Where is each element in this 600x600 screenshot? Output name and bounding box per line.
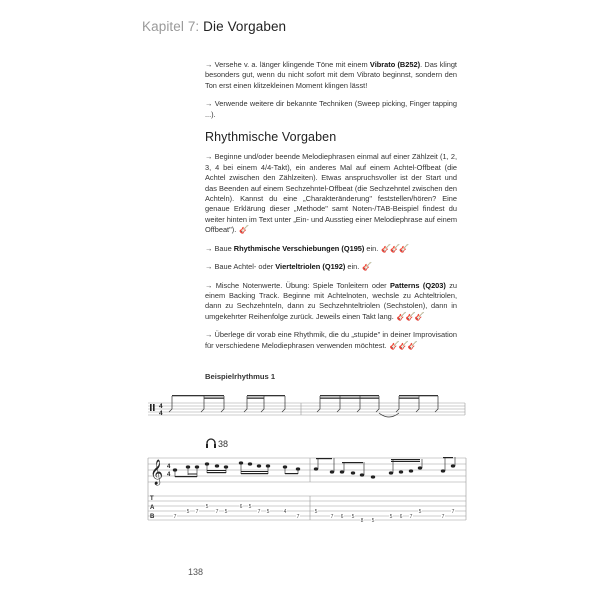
tab-fret-number: 8 [360, 517, 364, 524]
difficulty-guitar-icon: 🎸🎸🎸 [381, 243, 409, 253]
tab-fret-number: 5 [186, 508, 190, 515]
tab-fret-number: 7 [409, 513, 413, 520]
difficulty-guitar-icon: 🎸🎸🎸 [389, 340, 417, 350]
audio-track-number: 38 [218, 439, 229, 449]
paragraph-triolen: → Baue Achtel- oder Vierteltriolen (Q192) ein. 🎸 [205, 262, 372, 272]
tab-fret-number: 5 [205, 503, 209, 510]
tab-label-t: T [150, 496, 154, 502]
tab-fret-number: 6 [340, 513, 344, 520]
paragraph-vibrato: → Versehe v. a. länger klingende Töne mit einem Vibrato (B252). Das klingt besonders gut, wenn du nicht sofort mit dem Vibrato beginnst, sondern den Ton erst einen klitzekleinen Moment klingen lässt! [205, 60, 457, 90]
paragraph-techniques: → Verwende weitere dir bekannte Techniken (Sweep picking, Finger tapping ...). [205, 99, 457, 119]
paragraph-offbeat: → Beginne und/oder beende Melodiephrasen einmal auf einer Zählzeit (1, 2, 3, 4 bei einem 4/4-Takt), ein anderes Mal auf einem Achtel-Offbeat (die Achtel zwischen den Zählzeiten). Etwas anspruchsvoller ist der Start und das Beenden auf einem Sechzehntel-Offbeat (die Sechzehntel zwischen den Achteln). Kannst du eine „Charakteränderung" feststellen/hören? Eine genaue Erklärung dieser „Methode" samt Noten-/TAB-Beispiel findest du weiter hinten im Text unter „Ein- und Ausstieg einer Melodiephrase auf einem Offbeat"). 🎸 [205, 152, 457, 235]
svg-text:4: 4 [159, 410, 163, 417]
tab-fret-number: 7 [257, 508, 261, 515]
tab-label-a: A [150, 505, 155, 511]
tab-fret-number: 7 [195, 508, 199, 515]
tab-fret-number: 4 [283, 508, 287, 515]
term-triolen: Vierteltriolen (Q192) [275, 262, 346, 272]
tab-fret-number: 6 [239, 503, 243, 510]
tab-fret-number: 5 [418, 508, 422, 515]
paragraph-notenwerte: → Mische Notenwerte. Übung: Spiele Tonleitern oder Patterns (Q203) zu einem Backing Track. Beginne mit Achtelnoten, wechsle zu Achteltriolen, dann zu Sechzehnteln, dann zu Sechzehnteltriolen (Sechstolen), dann in umgekehrter Reihenfolge zurück. Jeweils einen Takt lang. 🎸🎸🎸 [205, 280, 457, 321]
tab-fret-number: 5 [224, 508, 228, 515]
svg-text:4: 4 [167, 464, 171, 470]
paragraph-verschiebungen: → Baue Rhythmische Verschiebungen (Q195) ein. 🎸🎸🎸 [205, 243, 409, 253]
tab-fret-number: 5 [371, 517, 375, 524]
page-number: 138 [188, 567, 204, 577]
tab-fret-number: 7 [451, 508, 455, 515]
treble-clef-icon: 𝄞 [150, 459, 164, 484]
tab-fret-number: 5 [248, 503, 252, 510]
tab-fret-number: 5 [389, 513, 393, 520]
svg-text:4: 4 [167, 472, 171, 478]
term-vibrato: Vibrato (B252) [369, 60, 421, 69]
example-title: Beispielrhythmus 1 [205, 372, 276, 381]
section-heading: Rhythmische Vorgaben [205, 130, 337, 145]
tab-fret-number: 7 [215, 508, 219, 515]
paragraph-rhythmik: → Überlege dir vorab eine Rhythmik, die du „stupide" in deiner Improvisation für verschiedene Melodiephrasen verwenden möchtest. 🎸🎸🎸 [205, 330, 457, 350]
term-verschiebungen: Rhythmische Verschiebungen (Q195) [233, 243, 365, 253]
time-signature: 4 [159, 403, 163, 410]
difficulty-guitar-icon: 🎸🎸🎸 [396, 311, 424, 321]
tab-fret-number: 7 [441, 513, 445, 520]
tab-fret-number: 7 [330, 513, 334, 520]
difficulty-guitar-icon: 🎸 [239, 225, 249, 235]
tab-fret-number: 7 [296, 513, 300, 520]
tab-label-b: B [150, 514, 155, 520]
tab-fret-number: 7 [173, 513, 177, 520]
tab-fret-number: 5 [314, 508, 318, 515]
tab-fret-number: 6 [399, 513, 403, 520]
chapter-number: Kapitel 7: [142, 19, 200, 34]
chapter-title: Die Vorgaben [203, 19, 287, 34]
tab-fret-number: 5 [351, 513, 355, 520]
tab-fret-number: 5 [266, 508, 270, 515]
term-patterns: Patterns (Q203) [389, 280, 446, 290]
difficulty-guitar-icon: 🎸 [362, 262, 372, 272]
